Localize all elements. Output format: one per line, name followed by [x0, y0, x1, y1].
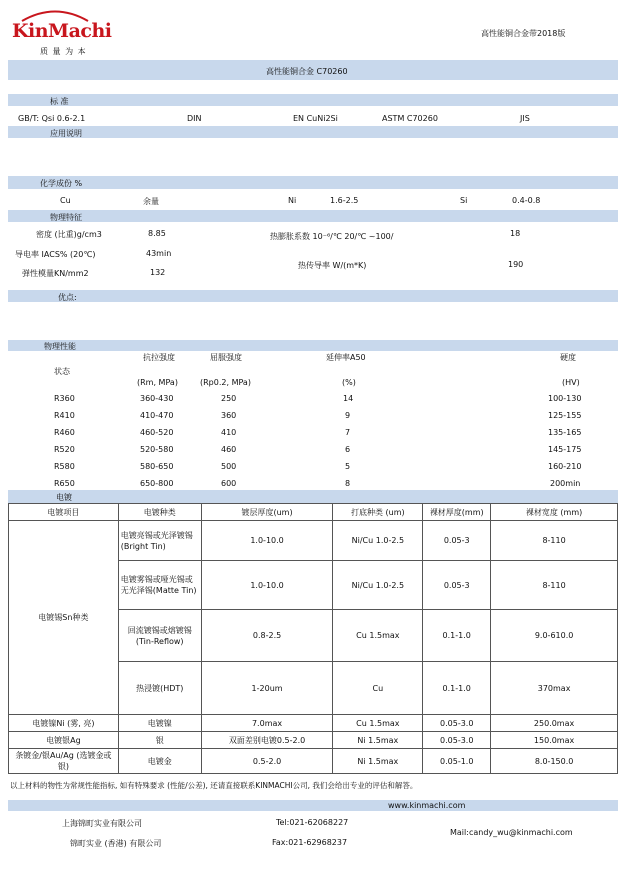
- thickness-cell: 双面差别电镀0.5-2.0: [201, 732, 333, 749]
- cu-value: 余量: [143, 197, 159, 206]
- conductivity-value: 43min: [146, 249, 172, 258]
- material-thickness-cell: 0.05-3.0: [423, 732, 491, 749]
- expansion-value: 18: [510, 229, 521, 238]
- type-cell: 电镀金: [118, 749, 201, 774]
- cu-label: Cu: [60, 196, 71, 205]
- plating-table: [8, 503, 618, 774]
- standards-heading: 标 准: [50, 97, 69, 106]
- application-heading: 应用说明: [50, 129, 82, 138]
- header-cell: 电镀种类: [118, 504, 201, 521]
- col-yield: 屈服强度: [210, 353, 242, 362]
- modulus-value: 132: [150, 268, 166, 277]
- item-cell: 电镀银Ag: [9, 732, 119, 749]
- si-label: Si: [460, 196, 468, 205]
- density-value: 8.85: [148, 229, 166, 238]
- hardness-cell: 200min: [550, 479, 581, 488]
- elong-cell: 6: [345, 445, 351, 454]
- header-cell: 裸材厚度(mm): [423, 504, 491, 521]
- physical-band: [8, 210, 618, 222]
- advantages-band: [8, 290, 618, 302]
- fax-text: Fax:021-62968237: [272, 838, 348, 847]
- type-cell: 电镀亮锡或光泽镀锡(Bright Tin): [118, 521, 201, 561]
- type-cell: 电镀镍: [118, 715, 201, 732]
- col-hardness: 硬度: [560, 353, 576, 362]
- state-cell: R410: [54, 411, 75, 420]
- std-jis: JIS: [520, 114, 530, 123]
- table-row: [9, 521, 618, 561]
- material-width-cell: 8-110: [491, 521, 618, 561]
- col-elong-unit: (%): [342, 378, 356, 387]
- material-thickness-cell: 0.1-1.0: [423, 662, 491, 715]
- base-cell: Ni 1.5max: [333, 732, 423, 749]
- thickness-cell: 1.0-10.0: [201, 561, 333, 610]
- document-title: 高性能铜合金带2018版: [481, 29, 566, 38]
- yield-cell: 500: [221, 462, 237, 471]
- tin-group-cell: 电镀锡Sn种类: [9, 521, 119, 715]
- col-elong: 延伸率A50: [326, 353, 366, 362]
- header-cell: 镀层厚度(um): [201, 504, 333, 521]
- base-cell: Cu 1.5max: [333, 610, 423, 662]
- modulus-label: 弹性模量KN/mm2: [22, 269, 89, 278]
- header-cell: 电镀项目: [9, 504, 119, 521]
- base-cell: Ni/Cu 1.0-2.5: [333, 561, 423, 610]
- elong-cell: 5: [345, 462, 351, 471]
- plating-heading: 电镀: [56, 493, 72, 502]
- mechanical-heading: 物理性能: [44, 342, 76, 351]
- material-width-cell: 250.0max: [491, 715, 618, 732]
- state-cell: R580: [54, 462, 75, 471]
- density-label: 密度 (比重)g/cm3: [36, 230, 102, 239]
- company-name-shanghai: 上海锦町实业有限公司: [62, 819, 142, 828]
- col-tensile-unit: (Rm, MPa): [137, 378, 178, 387]
- base-cell: Ni 1.5max: [333, 749, 423, 774]
- conductivity-label: 导电率 IACS% (20℃): [15, 250, 96, 259]
- thickness-cell: 7.0max: [201, 715, 333, 732]
- table-row: [9, 715, 618, 732]
- std-gbt: GB/T: Qsi 0.6-2.1: [18, 114, 86, 123]
- website-band: [8, 800, 618, 811]
- hardness-cell: 160-210: [548, 462, 582, 471]
- website-link[interactable]: www.kinmachi.com: [388, 801, 466, 810]
- type-cell: 银: [118, 732, 201, 749]
- base-cell: Cu: [333, 662, 423, 715]
- alloy-title: 高性能铜合金 C70260: [266, 67, 348, 76]
- table-row: [9, 749, 618, 774]
- ni-label: Ni: [288, 196, 297, 205]
- state-cell: R360: [54, 394, 75, 403]
- std-astm: ASTM C70260: [382, 114, 438, 123]
- table-row: [9, 732, 618, 749]
- elong-cell: 7: [345, 428, 351, 437]
- hardness-cell: 100-130: [548, 394, 582, 403]
- footer-note: 以上材料的物性为常规性能指标, 如有特殊要求 (性能/公差), 还请直接联系KINMACHI公司, 我们会给出专业的评估和解答。: [10, 781, 418, 790]
- company-logo: KinMachi: [12, 20, 112, 42]
- std-en: EN CuNi2Si: [293, 114, 338, 123]
- state-cell: R650: [54, 479, 75, 488]
- tensile-cell: 580-650: [140, 462, 174, 471]
- elong-cell: 8: [345, 479, 351, 488]
- material-thickness-cell: 0.05-3.0: [423, 715, 491, 732]
- mail-text[interactable]: Mail:candy_wu@kinmachi.com: [450, 828, 573, 837]
- si-value: 0.4-0.8: [512, 196, 541, 205]
- table-header-row: [9, 504, 618, 521]
- tel-text: Tel:021-62068227: [276, 818, 349, 827]
- expansion-label: 热膨胀系数 10⁻⁶/℃ 20/℃ ~100/: [270, 232, 394, 241]
- type-cell: 电镀雾锡或哑光锡或无光泽锡(Matte Tin): [118, 561, 201, 610]
- application-band: [8, 126, 618, 138]
- thermal-label: 热传导率 W/(m*K): [298, 261, 367, 270]
- type-cell: 热浸镀(HDT): [118, 662, 201, 715]
- physical-heading: 物理特征: [50, 213, 82, 222]
- yield-cell: 600: [221, 479, 237, 488]
- hardness-cell: 125-155: [548, 411, 582, 420]
- tensile-cell: 360-430: [140, 394, 174, 403]
- header-cell: 打底种类 (um): [333, 504, 423, 521]
- yield-cell: 460: [221, 445, 237, 454]
- standards-band: [8, 94, 618, 106]
- item-cell: 条镀金/银Au/Ag (选镀金或银): [9, 749, 119, 774]
- hardness-cell: 145-175: [548, 445, 582, 454]
- yield-cell: 360: [221, 411, 237, 420]
- ni-value: 1.6-2.5: [330, 196, 359, 205]
- plating-band: [8, 490, 618, 503]
- material-thickness-cell: 0.05-3: [423, 521, 491, 561]
- col-hardness-unit: (HV): [562, 378, 580, 387]
- col-state: 状态: [54, 367, 70, 376]
- thickness-cell: 1-20um: [201, 662, 333, 715]
- tensile-cell: 650-800: [140, 479, 174, 488]
- material-width-cell: 9.0-610.0: [491, 610, 618, 662]
- yield-cell: 410: [221, 428, 237, 437]
- item-cell: 电镀镍Ni (雾, 亮): [9, 715, 119, 732]
- tensile-cell: 460-520: [140, 428, 174, 437]
- material-width-cell: 150.0max: [491, 732, 618, 749]
- col-yield-unit: (Rp0.2, MPa): [200, 378, 251, 387]
- composition-heading: 化学成份 %: [40, 179, 83, 188]
- material-thickness-cell: 0.05-3: [423, 561, 491, 610]
- base-cell: Ni/Cu 1.0-2.5: [333, 521, 423, 561]
- company-name-hk: 锦町实业 (香港) 有限公司: [70, 839, 162, 848]
- thickness-cell: 1.0-10.0: [201, 521, 333, 561]
- advantages-heading: 优点:: [58, 293, 77, 302]
- slogan: 质 量 为 本: [40, 47, 87, 56]
- material-width-cell: 8-110: [491, 561, 618, 610]
- col-tensile: 抗拉强度: [143, 353, 175, 362]
- material-thickness-cell: 0.1-1.0: [423, 610, 491, 662]
- type-cell: 回流镀锡或熔镀锡(Tin-Reflow): [118, 610, 201, 662]
- elong-cell: 14: [343, 394, 354, 403]
- hardness-cell: 135-165: [548, 428, 582, 437]
- material-thickness-cell: 0.05-1.0: [423, 749, 491, 774]
- header-cell: 裸材宽度 (mm): [491, 504, 618, 521]
- tensile-cell: 410-470: [140, 411, 174, 420]
- thickness-cell: 0.8-2.5: [201, 610, 333, 662]
- tensile-cell: 520-580: [140, 445, 174, 454]
- thickness-cell: 0.5-2.0: [201, 749, 333, 774]
- elong-cell: 9: [345, 411, 351, 420]
- state-cell: R460: [54, 428, 75, 437]
- std-din: DIN: [187, 114, 202, 123]
- yield-cell: 250: [221, 394, 237, 403]
- mechanical-band: [8, 340, 618, 351]
- material-width-cell: 8.0-150.0: [491, 749, 618, 774]
- material-width-cell: 370max: [491, 662, 618, 715]
- title-bar: [8, 60, 618, 80]
- thermal-value: 190: [508, 260, 524, 269]
- base-cell: Cu 1.5max: [333, 715, 423, 732]
- state-cell: R520: [54, 445, 75, 454]
- composition-band: [8, 176, 618, 189]
